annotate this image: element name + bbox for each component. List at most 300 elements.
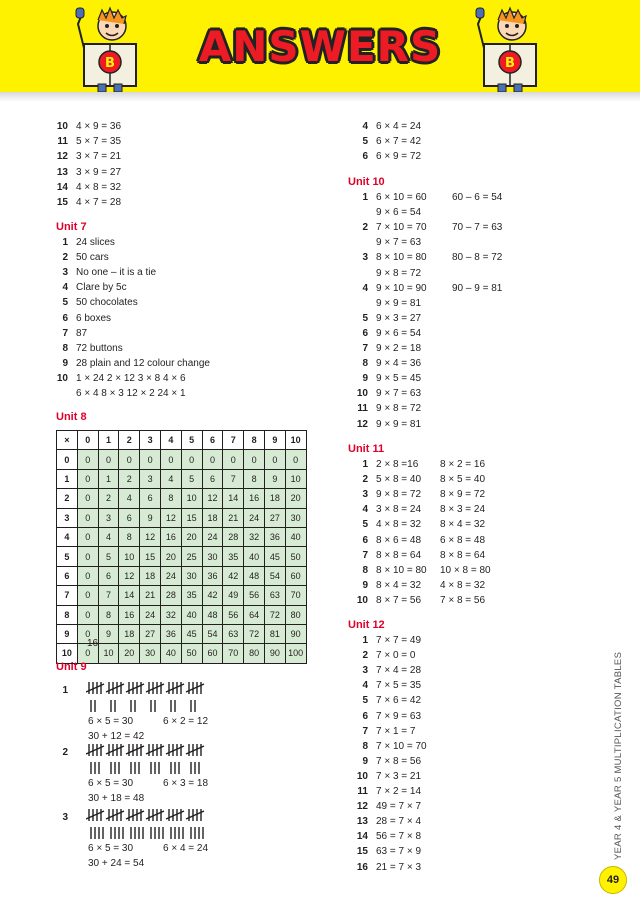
- grid-cell: 18: [140, 566, 161, 585]
- svg-text:B: B: [105, 56, 115, 71]
- grid-cell: 3: [98, 508, 119, 527]
- question-number: 1: [362, 459, 368, 470]
- grid-cell: 18: [202, 508, 223, 527]
- question-number: 13: [356, 816, 368, 828]
- answer-text-alt: 8 × 2 = 16: [440, 459, 486, 470]
- question-number: 10: [356, 388, 368, 400]
- grid-header-cell: 5: [181, 431, 202, 450]
- grid-cell: 18: [119, 624, 140, 643]
- grid-note: 16: [87, 638, 99, 649]
- grid-row-header-cell: 5: [57, 547, 78, 566]
- grid-cell: 6: [202, 469, 223, 488]
- grid-cell: 28: [160, 586, 181, 605]
- grid-header-cell: ×: [57, 431, 78, 450]
- answer-text: 8 × 6 = 48: [376, 534, 422, 546]
- grid-cell: 30: [285, 508, 306, 527]
- answer-text: 9 × 7 = 63: [376, 237, 422, 249]
- answer-text: 24 slices: [76, 237, 115, 248]
- grid-row-header-cell: 4: [57, 527, 78, 546]
- grid-cell: 0: [77, 586, 98, 605]
- grid-cell: 60: [285, 566, 306, 585]
- answer-text: 3 × 7 = 21: [76, 151, 122, 163]
- answer-text: 6 × 5 = 30: [88, 716, 134, 727]
- question-number: 3: [62, 267, 68, 279]
- grid-cell: 9: [264, 469, 285, 488]
- grid-cell: 50: [285, 547, 306, 566]
- answer-text-alt: 8 × 9 = 72: [440, 489, 486, 501]
- grid-cell: 8: [160, 489, 181, 508]
- grid-cell: 0: [77, 624, 98, 643]
- grid-header-cell: 4: [160, 431, 181, 450]
- grid-cell: 70: [223, 644, 244, 663]
- grid-cell: 45: [264, 547, 285, 566]
- question-number: 6: [362, 327, 368, 339]
- grid-cell: 0: [77, 605, 98, 624]
- grid-cell: 50: [181, 644, 202, 663]
- grid-cell: 0: [77, 527, 98, 546]
- grid-cell: 56: [244, 586, 265, 605]
- answer-text: 5 × 7 = 35: [76, 136, 122, 148]
- grid-cell: 5: [98, 547, 119, 566]
- answer-text: 6 × 5 = 30: [88, 843, 134, 854]
- grid-cell: 40: [160, 644, 181, 663]
- answer-text: 2 × 8 =16: [376, 459, 419, 470]
- question-number: 10: [56, 372, 68, 384]
- answer-text: 9 × 6 = 54: [376, 207, 422, 219]
- answer-text: 9 × 4 = 36: [376, 358, 422, 370]
- question-number: 10: [56, 121, 68, 132]
- grid-cell: 30: [140, 644, 161, 663]
- grid-cell: 20: [285, 489, 306, 508]
- question-number: 6: [362, 534, 368, 546]
- answer-text-alt: 7 × 8 = 56: [440, 594, 486, 606]
- grid-cell: 12: [140, 527, 161, 546]
- grid-cell: 2: [98, 489, 119, 508]
- answer-text: 56 = 7 × 8: [376, 831, 422, 843]
- answer-text: 9 × 3 = 27: [376, 312, 422, 324]
- answer-text: 8 × 4 = 32: [376, 579, 422, 591]
- answer-text: 4 × 7 = 28: [76, 197, 122, 208]
- question-number: 2: [62, 252, 68, 264]
- answer-text: 7 × 0 = 0: [376, 650, 416, 662]
- answer-text: 7 × 10 = 70: [376, 740, 427, 752]
- grid-row-header-cell: 3: [57, 508, 78, 527]
- grid-cell: 63: [264, 586, 285, 605]
- grid-cell: 6: [119, 508, 140, 527]
- question-number: 11: [57, 136, 68, 148]
- grid-cell: 72: [264, 605, 285, 624]
- grid-cell: 64: [244, 605, 265, 624]
- grid-row-header-cell: 10: [57, 644, 78, 663]
- grid-cell: 0: [160, 450, 181, 469]
- answer-text-alt: 90 – 9 = 81: [452, 282, 503, 294]
- grid-cell: 0: [202, 450, 223, 469]
- grid-cell: 8: [244, 469, 265, 488]
- grid-cell: 9: [140, 508, 161, 527]
- question-number: 8: [362, 358, 368, 370]
- grid-cell: 90: [264, 644, 285, 663]
- grid-cell: 5: [181, 469, 202, 488]
- answer-text: 7 × 10 = 70: [376, 222, 427, 234]
- answer-text: 28 plain and 12 colour change: [76, 357, 210, 369]
- grid-cell: 0: [77, 644, 98, 663]
- grid-cell: 63: [223, 624, 244, 643]
- answer-text: 7 × 8 = 56: [376, 755, 422, 767]
- answer-text: 9 × 10 = 90: [376, 282, 427, 294]
- question-number: 4: [62, 282, 68, 294]
- grid-cell: 24: [244, 508, 265, 527]
- question-number: 7: [362, 343, 368, 354]
- grid-cell: 0: [264, 450, 285, 469]
- question-number: 9: [362, 755, 368, 767]
- answer-text: 50 chocolates: [76, 297, 138, 309]
- question-number: 4: [362, 680, 368, 692]
- question-number: 9: [362, 579, 368, 591]
- grid-cell: 36: [160, 624, 181, 643]
- answer-text: 6 boxes: [76, 312, 112, 324]
- grid-cell: 40: [285, 527, 306, 546]
- grid-header-cell: 6: [202, 431, 223, 450]
- answer-text: 30 + 12 = 42: [88, 731, 145, 742]
- grid-cell: 20: [181, 527, 202, 546]
- grid-cell: 10: [98, 644, 119, 663]
- answer-text-alt: 8 × 8 = 64: [440, 549, 486, 561]
- grid-cell: 4: [119, 489, 140, 508]
- answer-text: 6 × 3 = 18: [163, 778, 209, 789]
- question-number: 8: [362, 564, 368, 576]
- grid-cell: 8: [119, 527, 140, 546]
- answer-text: 6 × 10 = 60: [376, 192, 427, 203]
- question-number: 6: [62, 312, 68, 324]
- grid-cell: 49: [223, 586, 244, 605]
- grid-cell: 20: [160, 547, 181, 566]
- question-number: 3: [62, 812, 68, 823]
- answer-text: 6 × 2 = 12: [163, 716, 209, 727]
- question-number: 9: [62, 357, 68, 369]
- grid-cell: 18: [264, 489, 285, 508]
- grid-cell: 90: [285, 624, 306, 643]
- grid-cell: 80: [244, 644, 265, 663]
- answer-text-alt: 8 × 5 = 40: [440, 474, 486, 486]
- grid-cell: 0: [140, 450, 161, 469]
- grid-cell: 0: [181, 450, 202, 469]
- question-number: 13: [56, 166, 68, 178]
- question-number: 3: [362, 665, 368, 677]
- grid-cell: 45: [181, 624, 202, 643]
- answer-text: 28 = 7 × 4: [376, 816, 422, 828]
- grid-cell: 10: [119, 547, 140, 566]
- question-number: 1: [62, 237, 68, 248]
- answer-text: 8 × 7 = 56: [376, 594, 422, 606]
- grid-row-header-cell: 7: [57, 586, 78, 605]
- answer-text: 21 = 7 × 3: [376, 861, 422, 873]
- answer-text-alt: 4 × 8 = 32: [440, 579, 486, 591]
- question-number: 7: [362, 549, 368, 561]
- grid-cell: 0: [77, 508, 98, 527]
- grid-cell: 7: [98, 586, 119, 605]
- header-shadow: [0, 92, 640, 102]
- answer-text: 6 × 9 = 72: [376, 151, 422, 163]
- grid-cell: 20: [119, 644, 140, 663]
- answer-text: 6 × 4 8 × 3 12 × 2 24 × 1: [76, 388, 186, 399]
- question-number: 12: [356, 801, 368, 813]
- answer-text: 9 × 9 = 81: [376, 418, 422, 430]
- tally-marks-icon: [86, 807, 216, 841]
- answer-text: 9 × 5 = 45: [376, 373, 422, 385]
- grid-cell: 27: [140, 624, 161, 643]
- unit-heading: Unit 12: [348, 619, 385, 631]
- grid-header-cell: 7: [223, 431, 244, 450]
- answer-text: 6 × 4 = 24: [376, 121, 422, 132]
- grid-header-cell: 10: [285, 431, 306, 450]
- page-number: 49: [599, 866, 627, 894]
- question-number: 5: [362, 312, 368, 324]
- answer-text: 7 × 5 = 35: [376, 680, 422, 692]
- question-number: 10: [356, 594, 368, 606]
- answer-text: 9 × 8 = 72: [376, 267, 422, 279]
- grid-cell: 30: [202, 547, 223, 566]
- grid-cell: 35: [181, 586, 202, 605]
- question-number: 2: [362, 474, 368, 486]
- answer-text: 7 × 6 = 42: [376, 695, 422, 707]
- grid-cell: 2: [119, 469, 140, 488]
- answer-text: 30 + 24 = 54: [88, 858, 145, 869]
- grid-row-header-cell: 8: [57, 605, 78, 624]
- grid-header-cell: 1: [98, 431, 119, 450]
- answer-text-alt: 6 × 8 = 48: [440, 534, 486, 546]
- grid-header-cell: 9: [264, 431, 285, 450]
- unit-heading: Unit 7: [56, 221, 87, 233]
- multiplication-grid: [56, 430, 307, 664]
- grid-row-header-cell: 6: [57, 566, 78, 585]
- grid-cell: 54: [202, 624, 223, 643]
- question-number: 10: [356, 770, 368, 782]
- grid-cell: 42: [223, 566, 244, 585]
- question-number: 5: [362, 136, 368, 148]
- answer-text: 9 × 8 = 72: [376, 489, 422, 501]
- answer-text: 9 × 8 = 72: [376, 403, 422, 415]
- question-number: 9: [362, 373, 368, 385]
- question-number: 12: [356, 418, 368, 430]
- grid-cell: 7: [223, 469, 244, 488]
- answer-text: 87: [76, 327, 88, 339]
- grid-cell: 56: [223, 605, 244, 624]
- grid-cell: 10: [181, 489, 202, 508]
- grid-cell: 8: [98, 605, 119, 624]
- grid-cell: 40: [181, 605, 202, 624]
- grid-cell: 24: [202, 527, 223, 546]
- answer-text: 7 × 1 = 7: [376, 725, 416, 737]
- answer-text: 9 × 2 = 18: [376, 343, 422, 354]
- grid-cell: 4: [98, 527, 119, 546]
- question-number: 14: [356, 831, 368, 843]
- question-number: 7: [62, 327, 68, 339]
- grid-cell: 10: [285, 469, 306, 488]
- grid-cell: 100: [285, 644, 306, 663]
- unit-heading: Unit 10: [348, 176, 385, 188]
- grid-cell: 60: [202, 644, 223, 663]
- question-number: 4: [362, 504, 368, 516]
- grid-row-header-cell: 1: [57, 469, 78, 488]
- grid-cell: 0: [77, 469, 98, 488]
- grid-cell: 48: [244, 566, 265, 585]
- answer-text: 8 × 10 = 80: [376, 252, 427, 264]
- grid-cell: 32: [160, 605, 181, 624]
- grid-cell: 4: [160, 469, 181, 488]
- grid-row-header-cell: 0: [57, 450, 78, 469]
- answer-text: 6 × 4 = 24: [163, 843, 209, 854]
- answer-text-alt: 8 × 3 = 24: [440, 504, 486, 516]
- answer-text: 7 × 7 = 49: [376, 635, 422, 646]
- grid-cell: 6: [140, 489, 161, 508]
- grid-cell: 80: [285, 605, 306, 624]
- grid-cell: 0: [77, 489, 98, 508]
- page-title: ANSWERS: [198, 22, 442, 71]
- answer-text: 4 × 9 = 36: [76, 121, 122, 132]
- grid-cell: 0: [77, 566, 98, 585]
- answer-text: 7 × 2 = 14: [376, 786, 422, 797]
- question-number: 8: [62, 342, 68, 354]
- question-number: 5: [362, 519, 368, 531]
- answer-text: 6 × 5 = 30: [88, 778, 134, 789]
- answer-text-alt: 10 × 8 = 80: [440, 564, 491, 576]
- unit-heading: Unit 9: [56, 661, 87, 673]
- answer-text: 8 × 8 = 64: [376, 549, 422, 561]
- side-title: YEAR 4 & YEAR 5 MULTIPLICATION TABLES: [613, 651, 624, 860]
- answer-text: 1 × 24 2 × 12 3 × 8 4 × 6: [76, 372, 186, 384]
- grid-cell: 27: [264, 508, 285, 527]
- grid-header-cell: 3: [140, 431, 161, 450]
- grid-cell: 16: [244, 489, 265, 508]
- grid-cell: 24: [140, 605, 161, 624]
- grid-header-cell: 0: [77, 431, 98, 450]
- grid-cell: 0: [77, 547, 98, 566]
- answer-text: 30 + 18 = 48: [88, 793, 145, 804]
- grid-cell: 36: [264, 527, 285, 546]
- answer-text: 7 × 9 = 63: [376, 710, 422, 722]
- grid-cell: 14: [223, 489, 244, 508]
- answer-text-alt: 80 – 8 = 72: [452, 252, 503, 264]
- question-number: 12: [56, 151, 68, 163]
- grid-cell: 72: [244, 624, 265, 643]
- grid-cell: 35: [223, 547, 244, 566]
- grid-cell: 12: [202, 489, 223, 508]
- answer-text: No one – it is a tie: [76, 267, 157, 279]
- question-number: 7: [362, 725, 368, 737]
- answer-text-alt: 60 – 6 = 54: [452, 192, 503, 203]
- question-number: 8: [362, 740, 368, 752]
- grid-cell: 0: [223, 450, 244, 469]
- answer-text-alt: 8 × 4 = 32: [440, 519, 486, 531]
- grid-cell: 16: [160, 527, 181, 546]
- answer-text: 5 × 8 = 40: [376, 474, 422, 486]
- grid-cell: 0: [98, 450, 119, 469]
- grid-cell: 12: [160, 508, 181, 527]
- grid-cell: 32: [244, 527, 265, 546]
- grid-cell: 12: [119, 566, 140, 585]
- answer-text: Clare by 5c: [76, 282, 127, 294]
- answer-text: 49 = 7 × 7: [376, 801, 422, 813]
- grid-cell: 48: [202, 605, 223, 624]
- grid-cell: 1: [98, 469, 119, 488]
- grid-row-header-cell: 9: [57, 624, 78, 643]
- grid-cell: 15: [181, 508, 202, 527]
- grid-cell: 21: [140, 586, 161, 605]
- question-number: 6: [362, 710, 368, 722]
- unit-heading: Unit 8: [56, 411, 87, 423]
- question-number: 1: [362, 192, 368, 203]
- answer-text: 3 × 8 = 24: [376, 504, 422, 516]
- question-number: 4: [362, 121, 368, 132]
- answer-text: 3 × 9 = 27: [76, 166, 122, 178]
- grid-header-cell: 8: [244, 431, 265, 450]
- grid-cell: 70: [285, 586, 306, 605]
- question-number: 2: [362, 222, 368, 234]
- tally-marks-icon: [86, 680, 216, 714]
- question-number: 11: [357, 786, 368, 797]
- grid-cell: 40: [244, 547, 265, 566]
- grid-cell: 15: [140, 547, 161, 566]
- answer-text: 9 × 7 = 63: [376, 388, 422, 400]
- question-number: 1: [62, 685, 68, 696]
- grid-cell: 42: [202, 586, 223, 605]
- question-number: 14: [56, 181, 68, 193]
- answer-text: 7 × 4 = 28: [376, 665, 422, 677]
- question-number: 15: [56, 197, 68, 208]
- grid-cell: 14: [119, 586, 140, 605]
- grid-cell: 0: [285, 450, 306, 469]
- grid-cell: 0: [77, 450, 98, 469]
- grid-header-cell: 2: [119, 431, 140, 450]
- answer-text: 7 × 3 = 21: [376, 770, 422, 782]
- grid-cell: 0: [244, 450, 265, 469]
- answer-text: 50 cars: [76, 252, 109, 264]
- question-number: 5: [62, 297, 68, 309]
- answer-text: 8 × 10 = 80: [376, 564, 427, 576]
- grid-cell: 0: [119, 450, 140, 469]
- question-number: 2: [362, 650, 368, 662]
- svg-text:B: B: [505, 56, 515, 71]
- grid-cell: 54: [264, 566, 285, 585]
- answer-text: 4 × 8 = 32: [376, 519, 422, 531]
- answer-text: 63 = 7 × 9: [376, 846, 422, 858]
- question-number: 11: [357, 403, 368, 415]
- answer-text: 9 × 6 = 54: [376, 327, 422, 339]
- grid-cell: 21: [223, 508, 244, 527]
- grid-cell: 30: [181, 566, 202, 585]
- answer-text: 6 × 7 = 42: [376, 136, 422, 148]
- question-number: 16: [356, 861, 368, 873]
- grid-cell: 81: [264, 624, 285, 643]
- unit-heading: Unit 11: [348, 443, 385, 455]
- grid-cell: 36: [202, 566, 223, 585]
- grid-cell: 24: [160, 566, 181, 585]
- question-number: 4: [362, 282, 368, 294]
- question-number: 15: [356, 846, 368, 858]
- grid-cell: 28: [223, 527, 244, 546]
- question-number: 5: [362, 695, 368, 707]
- question-number: 2: [62, 747, 68, 758]
- grid-cell: 9: [98, 624, 119, 643]
- grid-row-header-cell: 2: [57, 489, 78, 508]
- tally-marks-icon: [86, 742, 216, 776]
- question-number: 3: [362, 252, 368, 264]
- question-number: 3: [362, 489, 368, 501]
- grid-cell: 6: [98, 566, 119, 585]
- answer-text: 9 × 9 = 81: [376, 297, 422, 309]
- question-number: 6: [362, 151, 368, 163]
- answer-text-alt: 70 – 7 = 63: [452, 222, 503, 234]
